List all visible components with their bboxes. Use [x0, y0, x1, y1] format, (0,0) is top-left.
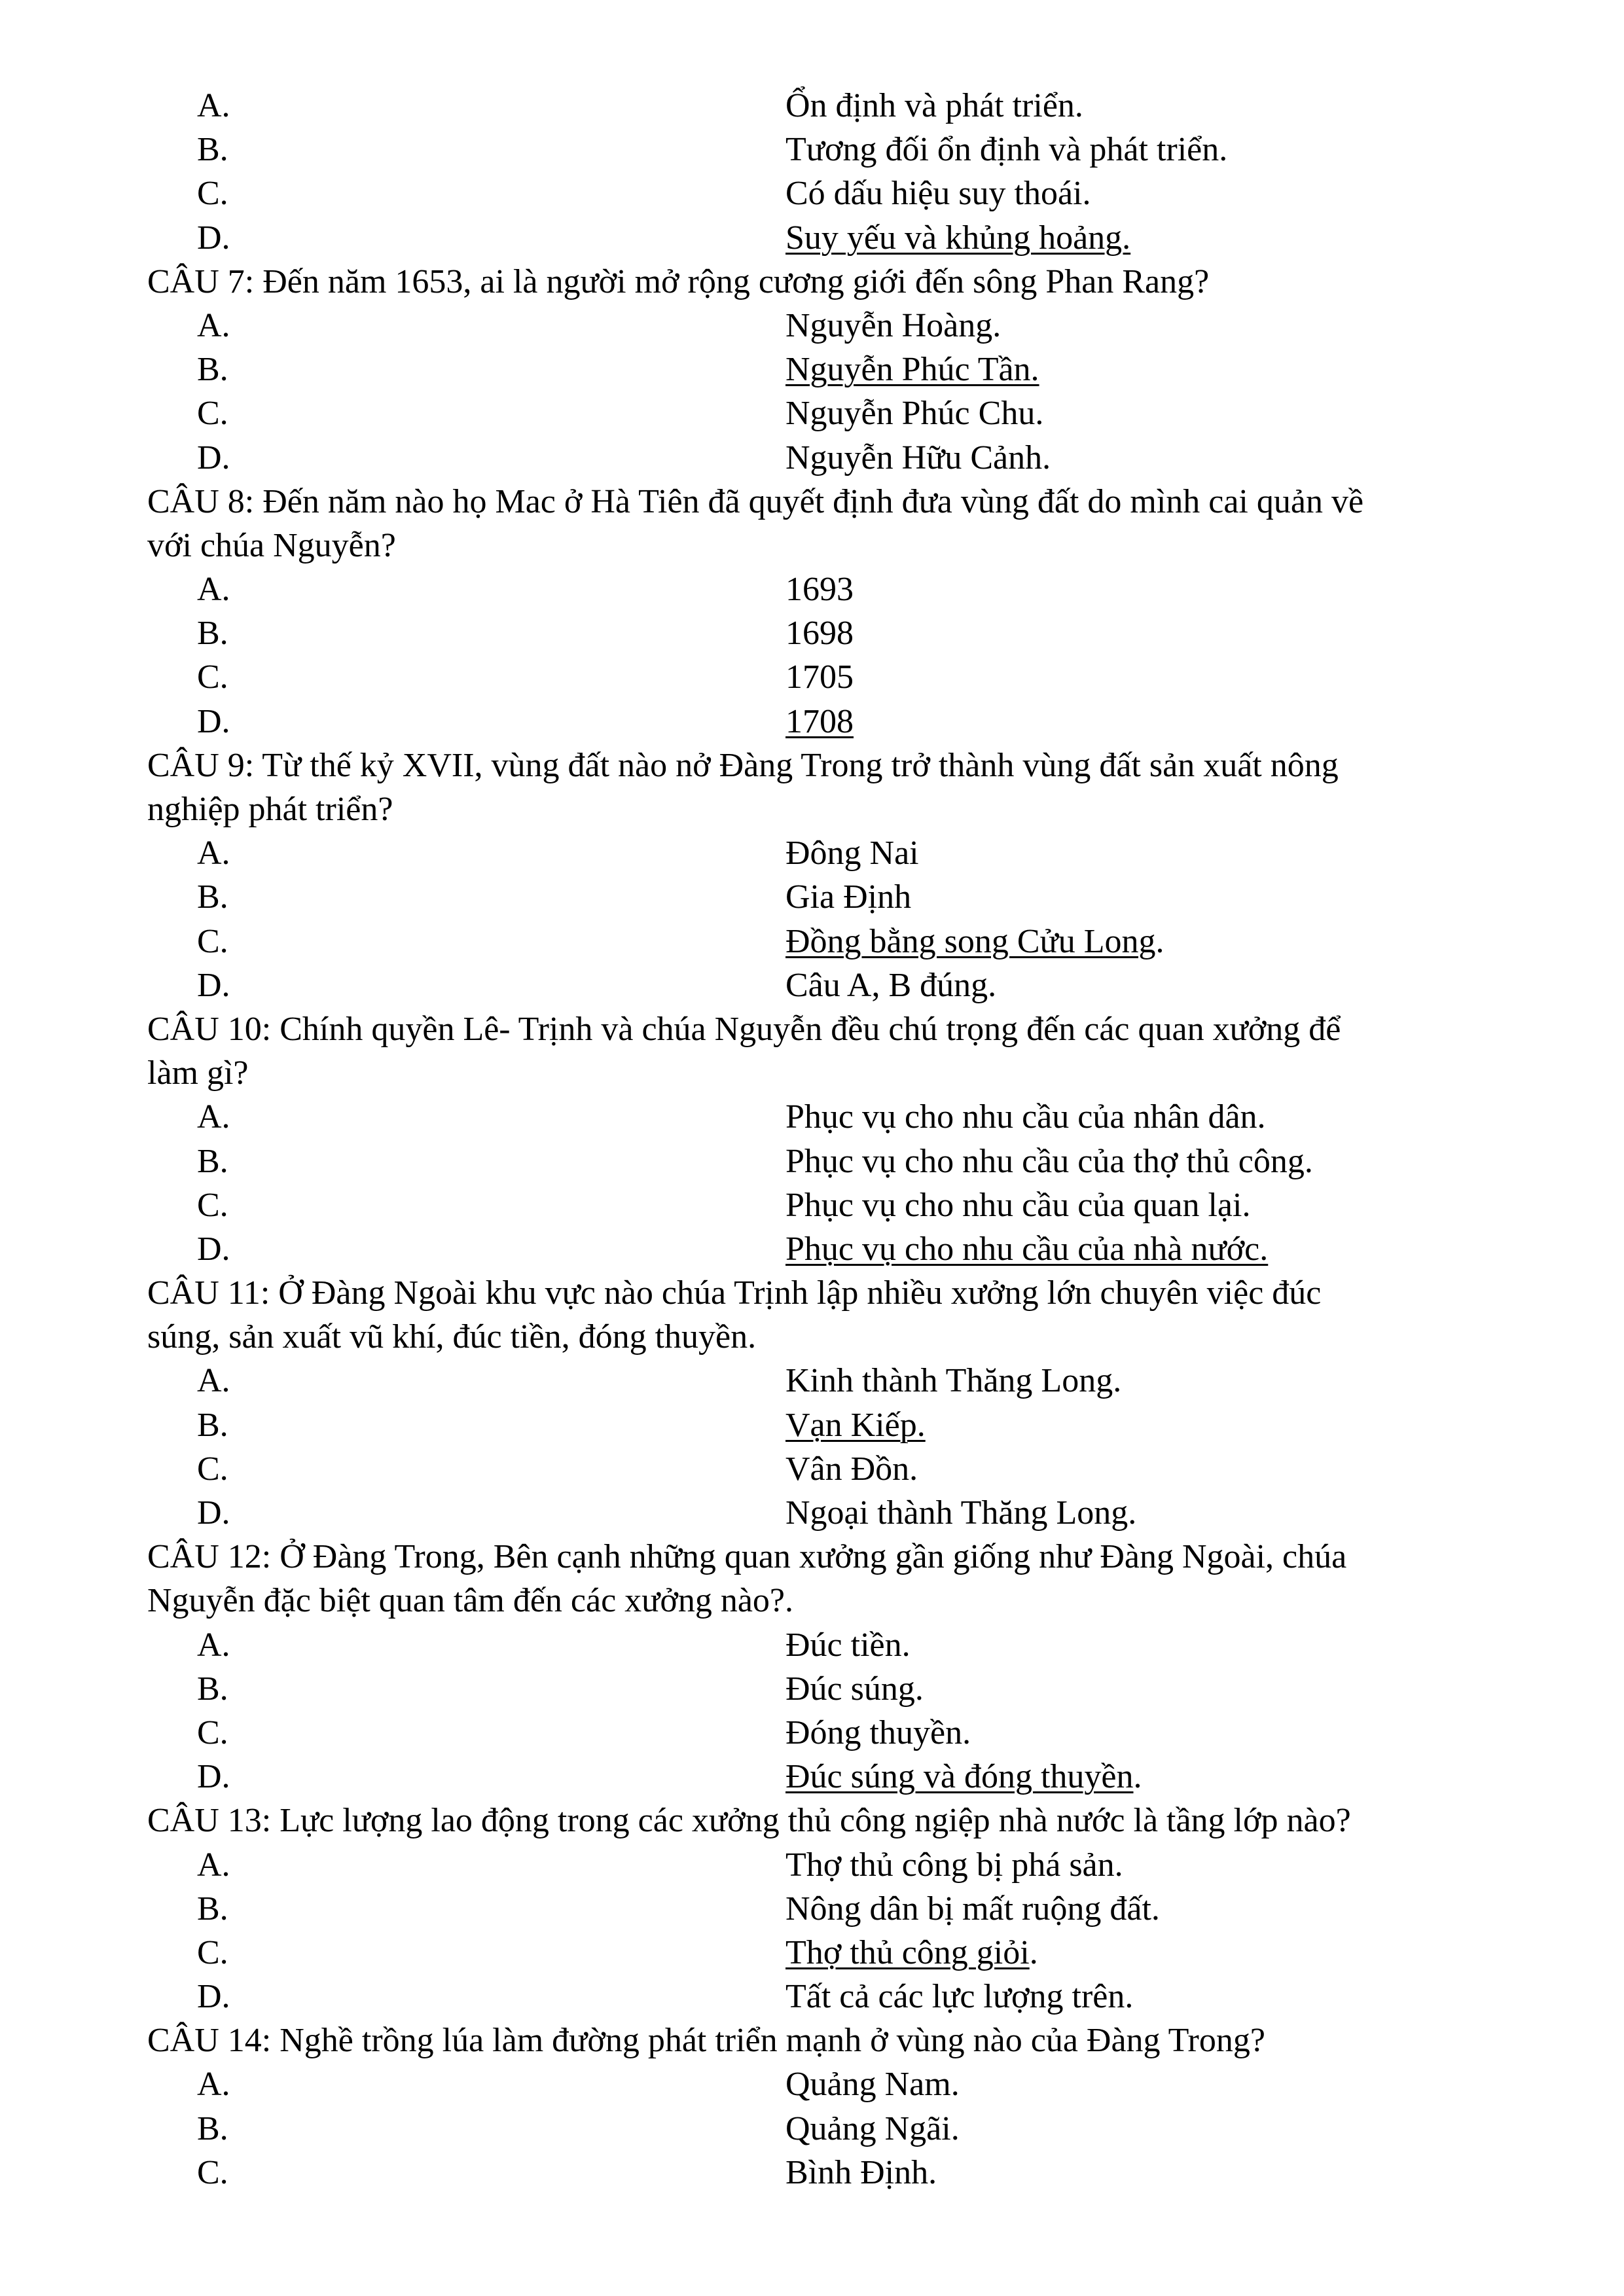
option-text-wrapper [785, 2107, 960, 2151]
option-letter: B. [197, 615, 228, 653]
option-letter: D. [197, 219, 230, 257]
option-text: Nguyễn Hữu Cảnh. [785, 439, 1051, 476]
option-text-wrapper [785, 963, 996, 1007]
option-letter: A. [197, 1362, 230, 1400]
correct-answer-text: Suy yếu và khủng hoảng. [785, 219, 1131, 257]
option-text-wrapper [785, 2062, 960, 2106]
answer-option [147, 1887, 1509, 1931]
option-letter: C. [197, 1933, 228, 1971]
option-suffix: . [1133, 1758, 1142, 1796]
option-text: Vân Đồn. [785, 1450, 918, 1488]
option-text: Nguyễn Hoàng. [785, 306, 1001, 344]
option-letter: A. [197, 834, 230, 872]
option-suffix: . [1029, 1933, 1038, 1971]
question-text: CÂU 13: Lực lượng lao động trong các xưởng thủ công ngiệp nhà nước là tầng lớp nào? [147, 1802, 1351, 1840]
correct-answer-text: Phục vụ cho nhu cầu của nhà nước. [785, 1230, 1269, 1268]
option-letter: A. [197, 306, 230, 344]
option-letter: C. [197, 1450, 228, 1488]
answer-option [147, 1359, 1509, 1403]
option-letter: B. [197, 351, 228, 389]
answer-option [147, 128, 1509, 171]
answer-option [147, 1711, 1509, 1755]
option-letter: B. [197, 1142, 228, 1180]
option-text-wrapper [785, 1227, 1268, 1271]
option-text-wrapper [785, 920, 1164, 963]
option-text-wrapper [785, 391, 1043, 435]
option-text-wrapper [785, 2151, 937, 2195]
option-letter: B. [197, 1890, 228, 1928]
answer-option [147, 1667, 1509, 1711]
answer-option [147, 1183, 1509, 1227]
option-text-wrapper [785, 611, 854, 655]
answer-option [147, 2151, 1509, 2195]
option-letter: A. [197, 87, 230, 124]
option-text-wrapper [785, 436, 1051, 480]
option-text: Đúc tiền. [785, 1626, 911, 1664]
answer-option [147, 655, 1509, 699]
option-letter: C. [197, 395, 228, 433]
option-letter: C. [197, 1713, 228, 1751]
option-text: Nông dân bị mất ruộng đất. [785, 1890, 1160, 1928]
answer-option [147, 1227, 1509, 1271]
option-text-wrapper [785, 1403, 926, 1447]
question-text: CÂU 7: Đến năm 1653, ai là người mở rộng cương giới đến sông Phan Rang? [147, 262, 1210, 300]
option-letter: C. [197, 2153, 228, 2191]
question-text: với chúa Nguyễn? [147, 526, 396, 564]
option-text-wrapper [785, 1887, 1160, 1931]
answer-option [147, 1095, 1509, 1139]
question-text: Nguyễn đặc biệt quan tâm đến các xưởng nào?. [147, 1582, 793, 1620]
option-text-wrapper [785, 84, 1083, 128]
option-text: Đúc súng. [785, 1670, 924, 1708]
question-text: CÂU 11: Ở Đàng Ngoài khu vực nào chúa Trịnh lập nhiều xưởng lớn chuyên việc đúc [147, 1274, 1322, 1312]
option-text-wrapper [785, 1183, 1250, 1227]
answer-option [147, 1931, 1509, 1975]
option-text: 1705 [785, 658, 854, 696]
question-text: CÂU 12: Ở Đàng Trong, Bên cạnh những quan xưởng gần giống như Đàng Ngoài, chúa [147, 1538, 1347, 1576]
answer-option [147, 1623, 1509, 1667]
option-text-wrapper [785, 567, 854, 611]
question-text: CÂU 9: Từ thế kỷ XVII, vùng đất nào nở Đàng Trong trở thành vùng đất sản xuất nông [147, 746, 1339, 784]
answer-option [147, 2062, 1509, 2106]
correct-answer-text: Đồng bằng song Cửu Long [785, 922, 1156, 960]
option-text: Quảng Nam. [785, 2066, 960, 2104]
option-text: Phục vụ cho nhu cầu của nhân dân. [785, 1098, 1266, 1136]
option-text: Ngoại thành Thăng Long. [785, 1494, 1137, 1532]
option-text-wrapper [785, 1623, 911, 1667]
option-text: Tất cả các lực lượng trên. [785, 1978, 1134, 2016]
answer-option [147, 1975, 1509, 2018]
answer-option [147, 963, 1509, 1007]
question-text: CÂU 10: Chính quyền Lê- Trịnh và chúa Nguyễn đều chú trọng đến các quan xưởng để [147, 1010, 1341, 1048]
option-letter: D. [197, 702, 230, 740]
correct-answer-text: Vạn Kiếp. [785, 1406, 926, 1444]
option-text-wrapper [785, 216, 1130, 260]
answer-option [147, 348, 1509, 391]
option-letter: D. [197, 1494, 230, 1532]
answer-option [147, 700, 1509, 744]
option-text: Phục vụ cho nhu cầu của thợ thủ công. [785, 1142, 1313, 1180]
option-letter: D. [197, 1978, 230, 2016]
correct-answer-text: 1708 [785, 702, 854, 740]
option-letter: D. [197, 439, 230, 476]
option-text-wrapper [785, 1975, 1133, 2018]
quiz-content [147, 84, 1509, 2195]
question-text: nghiệp phát triển? [147, 791, 393, 828]
option-text: Đông Nai [785, 834, 919, 872]
answer-option [147, 920, 1509, 963]
option-letter: D. [197, 966, 230, 1004]
option-text-wrapper [785, 1359, 1121, 1403]
answer-option [147, 611, 1509, 655]
option-text: 1698 [785, 615, 854, 653]
answer-option [147, 875, 1509, 919]
answer-option [147, 436, 1509, 480]
option-text-wrapper [785, 700, 854, 744]
option-suffix: . [1155, 922, 1164, 960]
option-text: Bình Định. [785, 2153, 937, 2191]
option-letter: A. [197, 1846, 230, 1884]
option-letter: C. [197, 658, 228, 696]
option-text-wrapper [785, 1095, 1266, 1139]
question-text: CÂU 14: Nghề trồng lúa làm đường phát triển mạnh ở vùng nào của Đàng Trong? [147, 2022, 1265, 2060]
option-letter: B. [197, 2109, 228, 2147]
option-text: Câu A, B đúng. [785, 966, 997, 1004]
question-text: súng, sản xuất vũ khí, đúc tiền, đóng thuyền. [147, 1318, 757, 1356]
answer-option [147, 567, 1509, 611]
option-text: Thợ thủ công bị phá sản. [785, 1846, 1123, 1884]
option-text-wrapper [785, 655, 854, 699]
answer-option [147, 1139, 1509, 1183]
answer-option [147, 1755, 1509, 1799]
option-text: Quảng Ngãi. [785, 2109, 960, 2147]
option-letter: A. [197, 1098, 230, 1136]
option-text-wrapper [785, 171, 1091, 215]
answer-option [147, 304, 1509, 348]
option-text-wrapper [785, 1139, 1313, 1183]
option-text-wrapper [785, 1447, 918, 1491]
option-letter: B. [197, 131, 228, 169]
correct-answer-text: Thợ thủ công giỏi [785, 1933, 1030, 1971]
option-letter: C. [197, 922, 228, 960]
option-letter: B. [197, 1406, 228, 1444]
option-text: Nguyễn Phúc Chu. [785, 395, 1044, 433]
answer-option [147, 1403, 1509, 1447]
option-text-wrapper [785, 128, 1227, 171]
option-text: 1693 [785, 571, 854, 609]
option-text-wrapper [785, 1711, 971, 1755]
option-letter: C. [197, 1186, 228, 1224]
answer-option [147, 831, 1509, 875]
question-text: làm gì? [147, 1054, 249, 1092]
answer-option [147, 391, 1509, 435]
correct-answer-text: Đúc súng và đóng thuyền [785, 1758, 1134, 1796]
option-text-wrapper [785, 348, 1039, 391]
option-text: Phục vụ cho nhu cầu của quan lại. [785, 1186, 1251, 1224]
option-text-wrapper [785, 304, 1001, 348]
answer-option [147, 1843, 1509, 1887]
option-letter: B. [197, 1670, 228, 1708]
answer-option [147, 171, 1509, 215]
option-text-wrapper [785, 1667, 924, 1711]
answer-option [147, 216, 1509, 260]
option-letter: A. [197, 571, 230, 609]
option-text-wrapper [785, 1755, 1142, 1799]
option-text-wrapper [785, 831, 919, 875]
answer-option [147, 2107, 1509, 2151]
option-text: Tương đối ổn định và phát triển. [785, 131, 1228, 169]
option-text: Gia Định [785, 878, 912, 916]
option-letter: B. [197, 878, 228, 916]
option-text: Kinh thành Thăng Long. [785, 1362, 1122, 1400]
answer-option [147, 1447, 1509, 1491]
option-letter: C. [197, 175, 228, 213]
option-text: Ổn định và phát triển. [785, 87, 1083, 124]
option-text-wrapper [785, 1491, 1136, 1535]
option-text: Đóng thuyền. [785, 1713, 971, 1751]
option-text-wrapper [785, 1931, 1038, 1975]
option-text-wrapper [785, 1843, 1123, 1887]
option-text-wrapper [785, 875, 911, 919]
option-letter: D. [197, 1230, 230, 1268]
option-text: Có dấu hiệu suy thoái. [785, 175, 1091, 213]
question-text: CÂU 8: Đến năm nào họ Mac ở Hà Tiên đã quyết định đưa vùng đất do mình cai quản về [147, 482, 1364, 520]
correct-answer-text: Nguyễn Phúc Tần. [785, 351, 1039, 389]
option-letter: A. [197, 1626, 230, 1664]
answer-option [147, 84, 1509, 128]
option-letter: A. [197, 2066, 230, 2104]
answer-option [147, 1491, 1509, 1535]
option-letter: D. [197, 1758, 230, 1796]
